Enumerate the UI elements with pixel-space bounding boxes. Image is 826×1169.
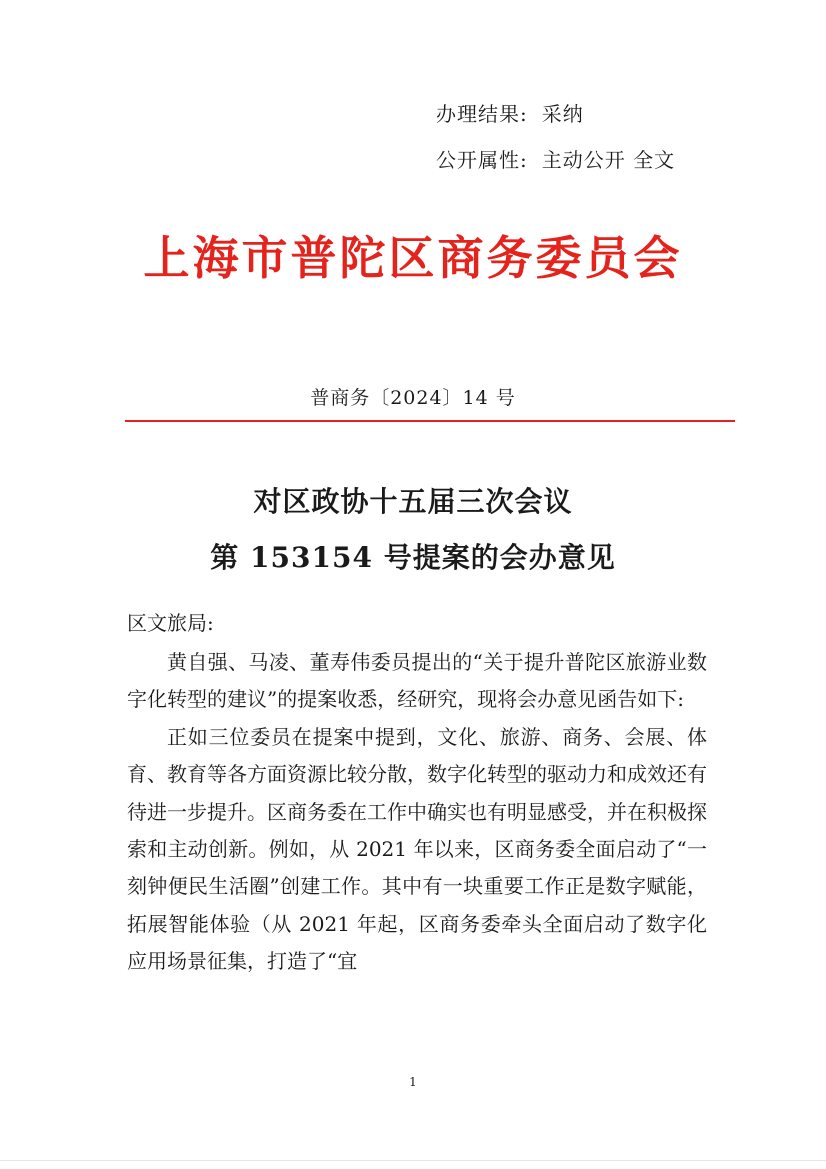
document-title-line-2: 第 153154 号提案的会办意见 <box>210 541 616 574</box>
result-value: 采纳 <box>541 102 584 126</box>
document-title-line-1: 对区政协十五届三次会议 <box>253 485 573 518</box>
result-label: 办理结果: <box>436 102 528 126</box>
scan-edge-line <box>0 1160 826 1161</box>
handling-result <box>436 98 584 127</box>
organization-header: 上海市普陀区商务委员会 <box>143 231 683 285</box>
body-paragraph: 黄自强、马凌、董寿伟委员提出的“关于提升普陀区旅游业数字化转型的建议”的提案收悉，经研究，现将会办意见函告如下: <box>127 650 707 712</box>
disclosure-value: 主动公开 全文 <box>541 148 676 172</box>
body-text <box>127 644 707 981</box>
body-paragraph: 正如三位委员在提案中提到，文化、旅游、商务、会展、体育、教育等各方面资源比较分散，数字化转型的驱动力和成效还有待进一步提升。区商务委在工作中确实也有明显感受，并在积极探索和主动创新。例如，从 2021 年以来，区商务委全面启动了“一刻钟便民生活圈”创建工作。其中有一块重要工作正是数字赋能，拓展智能体验（从 2021 年起，区商务委牵头全面启动了数字化应用场景征集，打造了“宜 <box>127 724 707 974</box>
disclosure-attribute <box>436 144 675 173</box>
addressee: 区文旅局: <box>127 611 214 635</box>
disclosure-label: 公开属性: <box>436 148 528 172</box>
document-number: 普商务〔2024〕14 号 <box>310 387 516 409</box>
page-number: 1 <box>409 1075 417 1089</box>
red-divider-line <box>125 420 735 422</box>
